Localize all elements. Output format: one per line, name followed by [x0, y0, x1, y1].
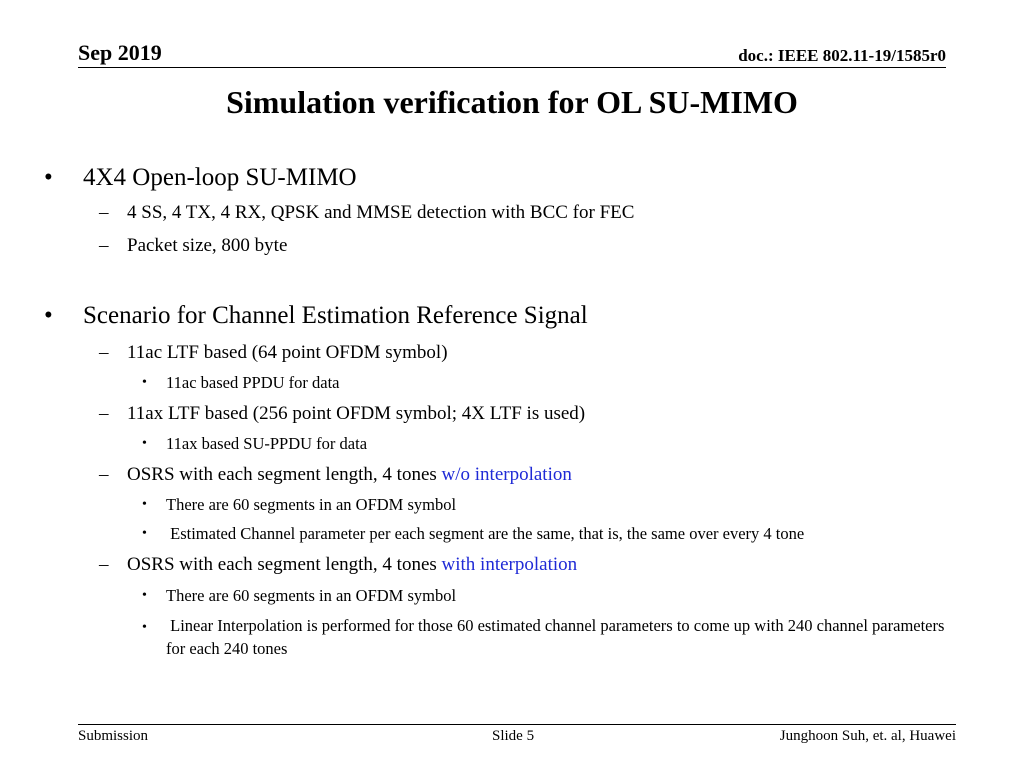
dash-marker: – [99, 235, 109, 256]
sub-bullet-text: 4 SS, 4 TX, 4 RX, QPSK and MMSE detection with BCC for FEC [127, 202, 635, 223]
footer-slide-number: Slide 5 [492, 728, 535, 744]
sub-sub-bullet-segments [142, 495, 952, 515]
footer-divider [78, 724, 956, 725]
highlight-text: with interpolation [441, 554, 578, 575]
bullet-marker: • [142, 375, 147, 390]
bullet-marker: • [142, 620, 147, 635]
slide-title: Simulation verification for OL SU-MIMO [226, 84, 798, 120]
sub-bullet-osrs-interp [99, 554, 959, 576]
sub-bullet-11ax [99, 403, 959, 425]
dash-marker: – [99, 202, 109, 223]
sub-bullet-text: 11ax LTF based (256 point OFDM symbol; 4X LTF is used) [127, 403, 586, 424]
bullet-marker: • [142, 436, 147, 451]
sub-bullet-text: OSRS with each segment length, 4 tones [127, 464, 442, 485]
dash-marker: – [99, 464, 109, 485]
sub-bullet-osrs-no-interp [99, 464, 959, 486]
header-date: Sep 2019 [78, 40, 162, 65]
bullet-marker: • [142, 588, 147, 603]
sub-sub-bullet-text: Estimated Channel parameter per each segment are the same, that is, the same over every 4 tone [166, 524, 805, 543]
highlight-text: w/o interpolation [441, 464, 572, 485]
dash-marker: – [99, 403, 109, 424]
sub-bullet-packet [99, 235, 959, 257]
sub-sub-bullet-text: 11ax based SU-PPDU for data [166, 434, 368, 453]
bullet-marker: • [142, 526, 147, 541]
bullet-open-loop [44, 164, 944, 192]
sub-sub-bullet-text: Linear Interpolation is performed for those 60 estimated channel parameters to come up with 240 channel parameters for each 240 tones [166, 616, 949, 658]
bullet-marker: • [44, 302, 53, 329]
sub-sub-bullet-text: 11ac based PPDU for data [166, 373, 340, 392]
sub-sub-bullet-same-param [142, 524, 952, 544]
sub-sub-bullet-11ac-ppdu [142, 373, 952, 393]
sub-sub-bullet-linear-interp [142, 614, 952, 660]
bullet-text: 4X4 Open-loop SU-MIMO [83, 164, 357, 191]
footer-submission: Submission [78, 728, 149, 744]
bullet-marker: • [142, 497, 147, 512]
sub-bullet-config [99, 202, 959, 224]
sub-bullet-text: OSRS with each segment length, 4 tones [127, 554, 442, 575]
dash-marker: – [99, 554, 109, 575]
header-divider [78, 67, 946, 68]
sub-sub-bullet-text: There are 60 segments in an OFDM symbol [166, 495, 457, 514]
dash-marker: – [99, 342, 109, 363]
sub-bullet-text: Packet size, 800 byte [127, 235, 288, 256]
sub-bullet-11ac [99, 342, 959, 364]
sub-sub-bullet-segments-2 [142, 586, 952, 606]
sub-sub-bullet-text: There are 60 segments in an OFDM symbol [166, 586, 457, 605]
bullet-text: Scenario for Channel Estimation Reference Signal [83, 302, 588, 329]
sub-sub-bullet-11ax-ppdu [142, 434, 952, 454]
bullet-scenario [44, 302, 944, 330]
bullet-marker: • [44, 164, 53, 191]
footer-author: Junghoon Suh, et. al, Huawei [779, 728, 956, 744]
header-doc-id: doc.: IEEE 802.11-19/1585r0 [738, 46, 946, 65]
sub-bullet-text: 11ac LTF based (64 point OFDM symbol) [127, 342, 448, 363]
